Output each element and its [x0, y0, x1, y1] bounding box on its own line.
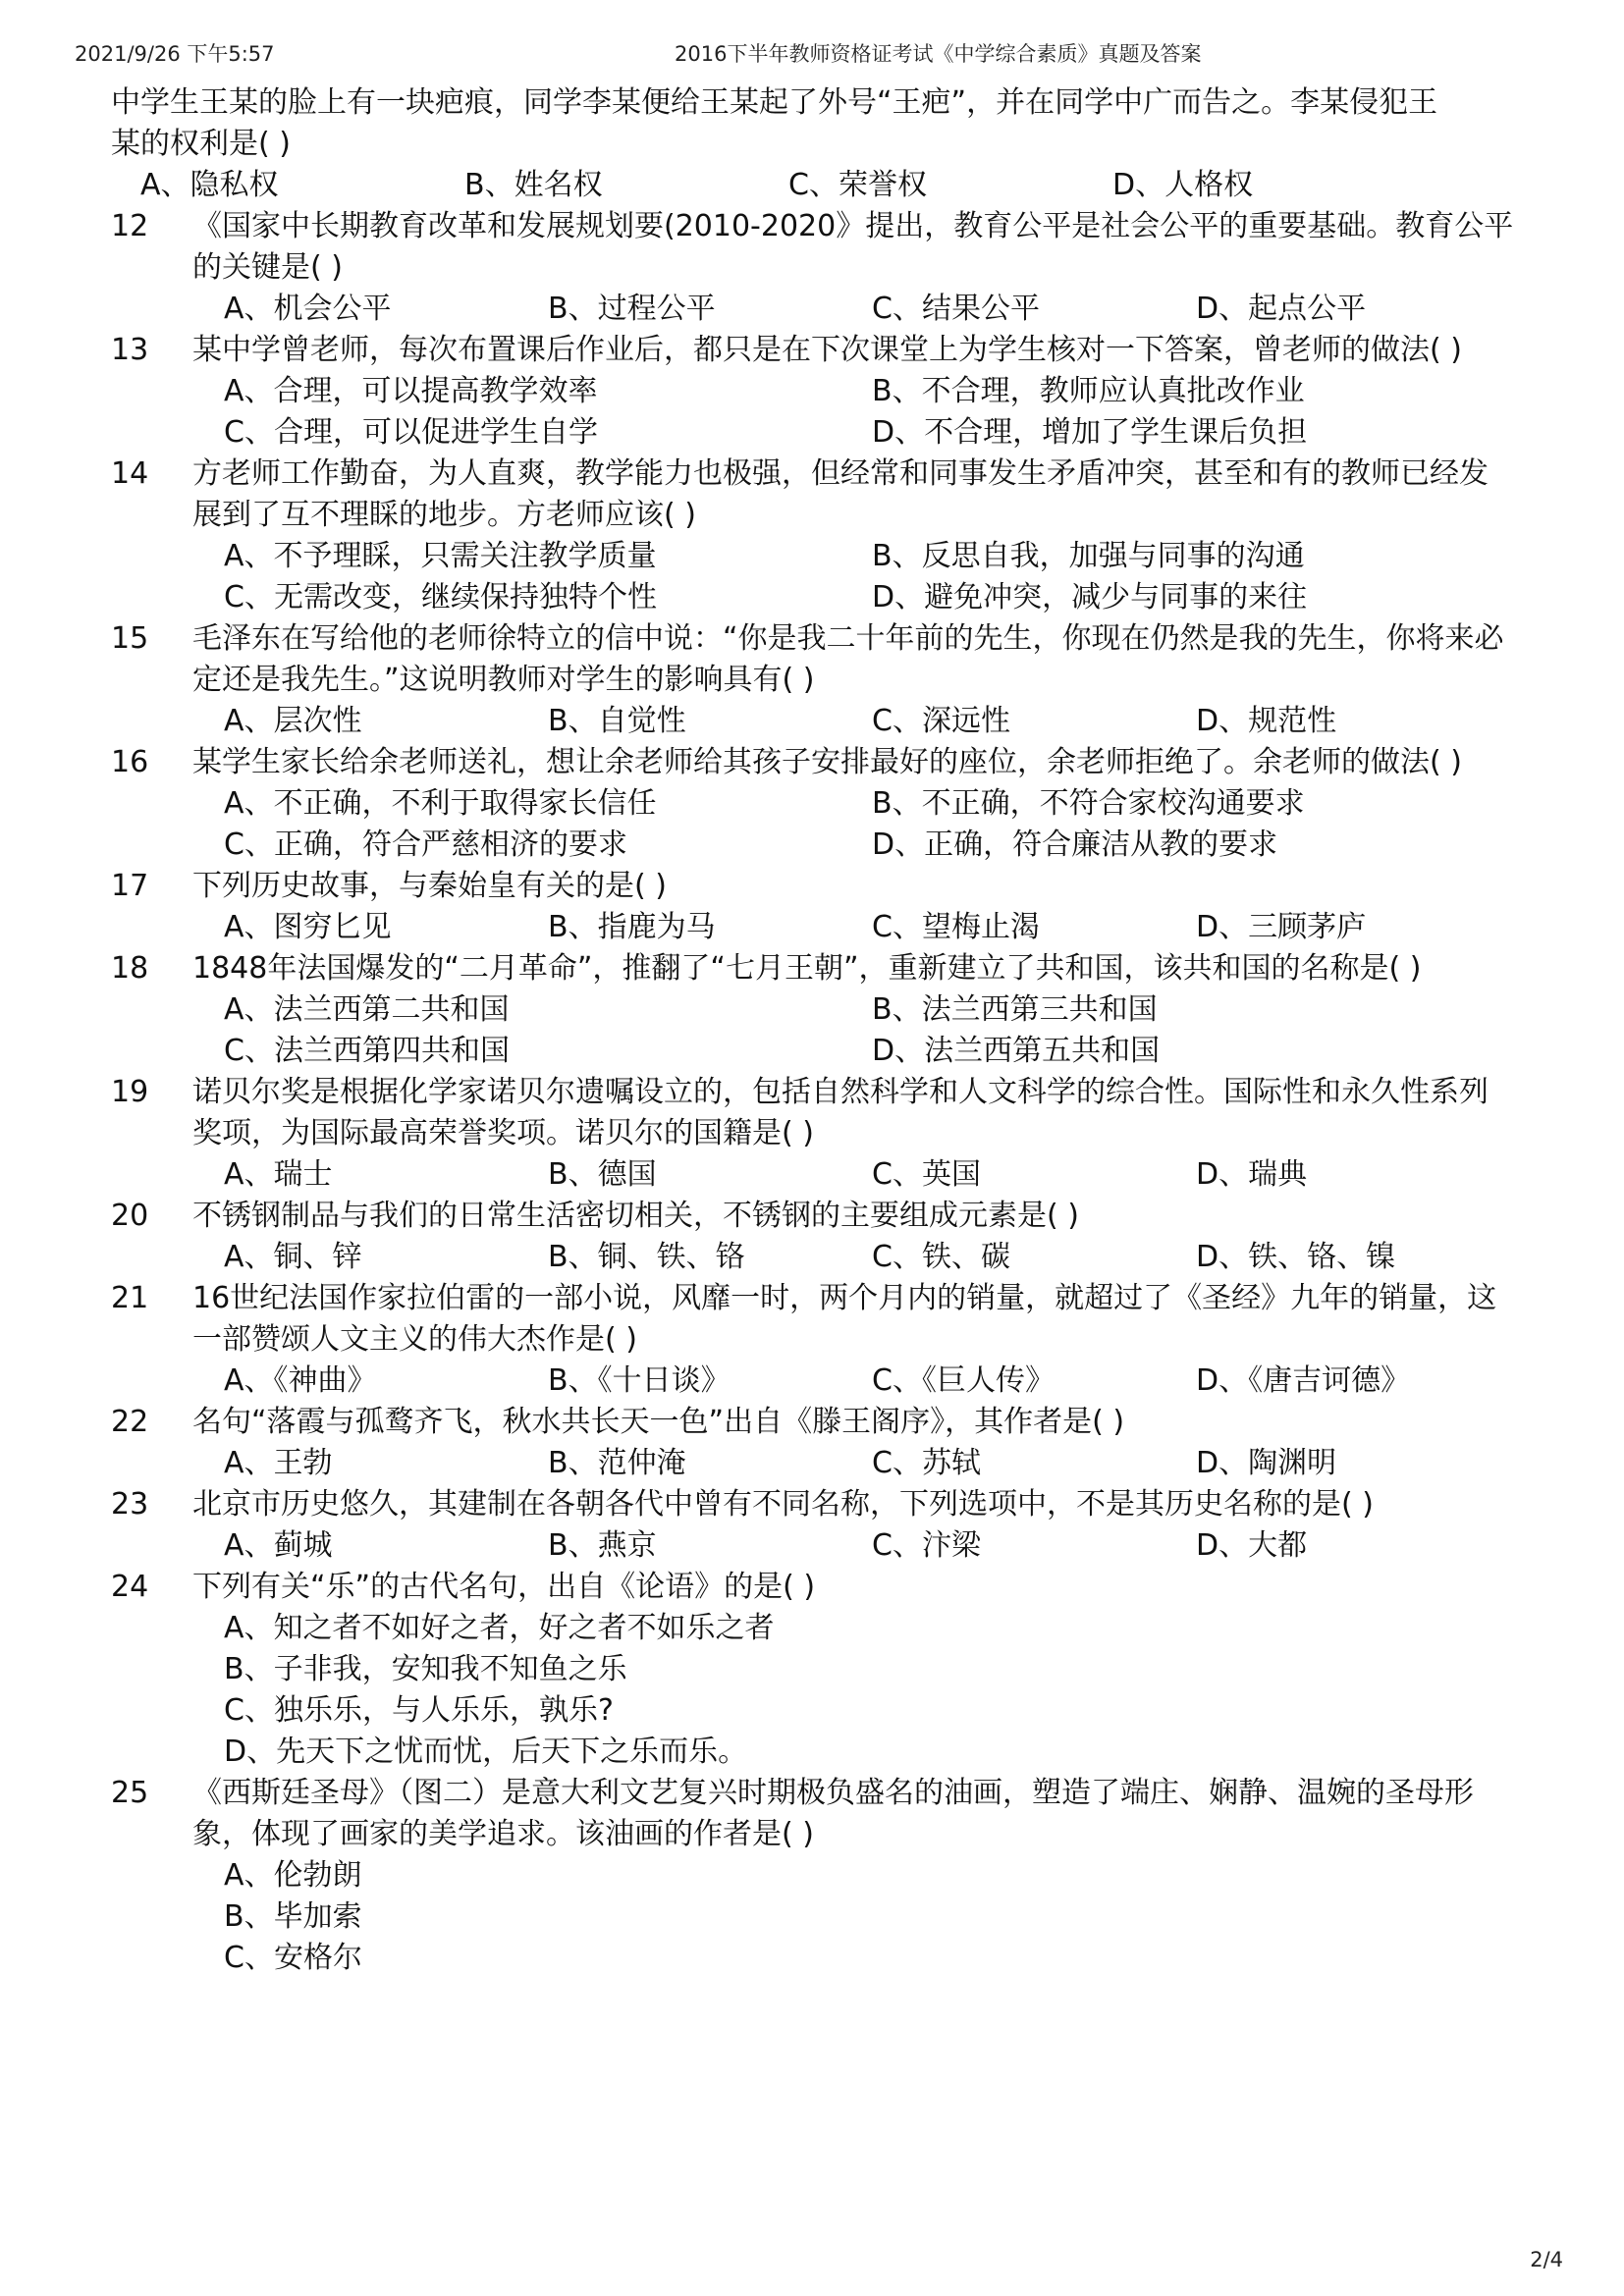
question-text: 不锈钢制品与我们的日常生活密切相关，不锈钢的主要组成元素是( ) [192, 1199, 1079, 1233]
option-b: B、范仲淹 [548, 1446, 686, 1480]
question-24-option-c [0, 1690, 1624, 1732]
question-list [0, 82, 1624, 1979]
option-b: B、指鹿为马 [548, 910, 716, 944]
option-c: C、无需改变，继续保持独特个性 [224, 580, 657, 614]
question-number: 23 [111, 1487, 149, 1522]
question-text: 《国家中长期教育改革和发展规划要(2010-2020》提出，教育公平是社会公平的重要基础。教育公平 [192, 209, 1514, 243]
option-a: A、合理，可以提高教学效率 [224, 374, 598, 408]
question-23-options [0, 1525, 1624, 1567]
question-24-option-d [0, 1732, 1624, 1773]
option-c: C、独乐乐，与人乐乐，孰乐? [224, 1693, 614, 1728]
option-a: A、伦勃朗 [224, 1858, 362, 1893]
option-d: D、《唐吉诃德》 [1196, 1363, 1411, 1398]
option-b: B、法兰西第三共和国 [872, 992, 1158, 1027]
header-title: 2016下半年教师资格证考试《中学综合素质》真题及答案 [675, 42, 1202, 66]
option-d: D、避免冲突，减少与同事的来往 [872, 580, 1308, 614]
option-b: B、铜、铁、铬 [548, 1240, 745, 1274]
option-b: B、自觉性 [548, 704, 686, 738]
question-number: 22 [111, 1405, 149, 1439]
question-17-options [0, 907, 1624, 948]
option-a: A、法兰西第二共和国 [224, 992, 510, 1027]
question-21-options [0, 1361, 1624, 1402]
option-d: D、瑞典 [1196, 1157, 1308, 1192]
question-20 [0, 1196, 1624, 1237]
option-a: A、铜、锌 [224, 1240, 362, 1274]
option-a: A、蓟城 [224, 1528, 333, 1563]
option-d: D、正确，符合廉洁从教的要求 [872, 828, 1278, 862]
option-b: B、燕京 [548, 1528, 657, 1563]
question-14-options-2 [0, 577, 1624, 618]
question-text: 16世纪法国作家拉伯雷的一部小说，风靡一时，两个月内的销量，就超过了《圣经》九年的销量，这 [192, 1281, 1497, 1315]
option-b: B、德国 [548, 1157, 657, 1192]
question-number: 18 [111, 951, 149, 986]
option-a: A、不正确，不利于取得家长信任 [224, 786, 657, 821]
question-25-cont [0, 1814, 1624, 1855]
question-text: 1848年法国爆发的“二月革命”，推翻了“七月王朝”，重新建立了共和国，该共和国的名称是( ) [192, 951, 1422, 986]
question-text: 《西斯廷圣母》（图二）是意大利文艺复兴时期极负盛名的油画，塑造了端庄、娴静、温婉的圣母形 [192, 1776, 1474, 1810]
option-a: A、机会公平 [224, 292, 392, 326]
option-d: D、规范性 [1196, 704, 1337, 738]
question-text: 某中学曾老师，每次布置课后作业后，都只是在下次课堂上为学生核对一下答案，曾老师的做法( ) [192, 333, 1462, 367]
question-16-options-2 [0, 825, 1624, 866]
question-19-options [0, 1154, 1624, 1196]
question-text: 北京市历史悠久，其建制在各朝各代中曾有不同名称，下列选项中，不是其历史名称的是( ) [192, 1487, 1374, 1522]
option-a: A、王勃 [224, 1446, 333, 1480]
option-c: C、安格尔 [224, 1941, 362, 1975]
option-d: D、陶渊明 [1196, 1446, 1337, 1480]
question-22 [0, 1402, 1624, 1443]
question-14 [0, 454, 1624, 495]
question-15-cont [0, 660, 1624, 701]
question-19 [0, 1072, 1624, 1113]
question-17 [0, 866, 1624, 907]
question-13 [0, 330, 1624, 371]
question-text: 一部赞颂人文主义的伟大杰作是( ) [192, 1322, 637, 1357]
question-12-cont [0, 247, 1624, 289]
question-text: 某学生家长给余老师送礼，想让余老师给其孩子安排最好的座位，余老师拒绝了。余老师的做法( ) [192, 745, 1462, 779]
question-25-option-a [0, 1855, 1624, 1896]
question-15 [0, 618, 1624, 660]
question-20-options [0, 1237, 1624, 1278]
option-d: D、三顾茅庐 [1196, 910, 1367, 944]
question-number: 13 [111, 333, 149, 367]
question-23 [0, 1484, 1624, 1525]
option-c: C、法兰西第四共和国 [224, 1034, 510, 1068]
question-number: 25 [111, 1776, 149, 1810]
option-d: D、不合理，增加了学生课后负担 [872, 415, 1308, 450]
option-a: A、《神曲》 [224, 1363, 377, 1398]
question-12 [0, 206, 1624, 247]
question-number: 21 [111, 1281, 149, 1315]
option-c: C、结果公平 [872, 292, 1040, 326]
option-c: C、苏轼 [872, 1446, 981, 1480]
option-d: D、铁、铬、镍 [1196, 1240, 1396, 1274]
question-14-cont [0, 495, 1624, 536]
option-c: C、望梅止渴 [872, 910, 1040, 944]
option-a: A、图穷匕见 [224, 910, 392, 944]
question-11-options [0, 165, 1624, 206]
option-d: D、起点公平 [1196, 292, 1367, 326]
question-11-line-2: 某的权利是( ) [111, 127, 291, 161]
question-number: 20 [111, 1199, 149, 1233]
question-text: 定还是我先生。”这说明教师对学生的影响具有( ) [192, 663, 815, 697]
question-text: 下列历史故事，与秦始皇有关的是( ) [192, 869, 667, 903]
question-text: 毛泽东在写给他的老师徐特立的信中说：“你是我二十年前的先生，你现在仍然是我的先生，你将来必 [192, 621, 1504, 656]
question-25-option-b [0, 1896, 1624, 1938]
question-14-options-1 [0, 536, 1624, 577]
page-number: 2/4 [1530, 2248, 1563, 2271]
question-text: 方老师工作勤奋，为人直爽，教学能力也极强，但经常和同事发生矛盾冲突，甚至和有的教师已经发 [192, 456, 1489, 491]
question-number: 14 [111, 456, 149, 491]
option-b: B、不正确，不符合家校沟通要求 [872, 786, 1305, 821]
option-b: B、子非我，安知我不知鱼之乐 [224, 1652, 627, 1686]
question-number: 12 [111, 209, 149, 243]
option-b: B、《十日谈》 [548, 1363, 731, 1398]
option-c: C、《巨人传》 [872, 1363, 1055, 1398]
question-22-options [0, 1443, 1624, 1484]
question-24-option-b [0, 1649, 1624, 1690]
option-a: A、瑞士 [224, 1157, 333, 1192]
option-c: C、铁、碳 [872, 1240, 1010, 1274]
question-16-options-1 [0, 783, 1624, 825]
option-c: C、汴梁 [872, 1528, 981, 1563]
question-text: 的关键是( ) [192, 250, 343, 285]
question-19-cont [0, 1113, 1624, 1154]
question-number: 16 [111, 745, 149, 779]
question-16 [0, 742, 1624, 783]
option-d: D、先天下之忧而忧，后天下之乐而乐。 [224, 1735, 748, 1769]
question-number: 24 [111, 1570, 149, 1604]
option-a: A、隐私权 [140, 168, 279, 202]
option-b: B、反思自我，加强与同事的沟通 [872, 539, 1305, 573]
option-c: C、深远性 [872, 704, 1010, 738]
option-b: B、过程公平 [548, 292, 716, 326]
question-11-line-1: 中学生王某的脸上有一块疤痕，同学李某便给王某起了外号“王疤”，并在同学中广而告之。李某侵犯王 [111, 85, 1438, 120]
question-text: 展到了互不理睬的地步。方老师应该( ) [192, 498, 696, 532]
question-13-options-1 [0, 371, 1624, 412]
option-a: A、不予理睬，只需关注教学质量 [224, 539, 657, 573]
option-c: C、合理，可以促进学生自学 [224, 415, 598, 450]
question-text: 诺贝尔奖是根据化学家诺贝尔遗嘱设立的，包括自然科学和人文科学的综合性。国际性和永久性系列 [192, 1075, 1489, 1109]
question-number: 15 [111, 621, 149, 656]
question-text: 象，体现了画家的美学追求。该油画的作者是( ) [192, 1817, 814, 1851]
option-d: D、法兰西第五共和国 [872, 1034, 1161, 1068]
option-a: A、知之者不如好之者，好之者不如乐之者 [224, 1611, 775, 1645]
question-18 [0, 948, 1624, 989]
option-d: D、大都 [1196, 1528, 1308, 1563]
option-b: B、姓名权 [464, 168, 603, 202]
question-number: 19 [111, 1075, 149, 1109]
option-d: D、人格权 [1112, 168, 1254, 202]
question-25-option-c [0, 1938, 1624, 1979]
option-c: C、正确，符合严慈相济的要求 [224, 828, 627, 862]
question-number: 17 [111, 869, 149, 903]
question-21-cont [0, 1319, 1624, 1361]
question-12-options [0, 289, 1624, 330]
question-24 [0, 1567, 1624, 1608]
option-a: A、层次性 [224, 704, 362, 738]
question-text: 下列有关“乐”的古代名句，出自《论语》的是( ) [192, 1570, 816, 1604]
option-c: C、荣誉权 [788, 168, 927, 202]
header-date: 2021/9/26 下午5:57 [75, 42, 275, 66]
question-18-options-2 [0, 1031, 1624, 1072]
option-b: B、毕加索 [224, 1899, 362, 1934]
question-24-option-a [0, 1608, 1624, 1649]
question-text: 名句“落霞与孤鹜齐飞，秋水共长天一色”出自《滕王阁序》，其作者是( ) [192, 1405, 1125, 1439]
question-text: 奖项，为国际最高荣誉奖项。诺贝尔的国籍是( ) [192, 1116, 814, 1150]
question-15-options [0, 701, 1624, 742]
option-c: C、英国 [872, 1157, 981, 1192]
question-13-options-2 [0, 412, 1624, 454]
question-18-options-1 [0, 989, 1624, 1031]
option-b: B、不合理，教师应认真批改作业 [872, 374, 1305, 408]
question-25 [0, 1773, 1624, 1814]
question-21 [0, 1278, 1624, 1319]
